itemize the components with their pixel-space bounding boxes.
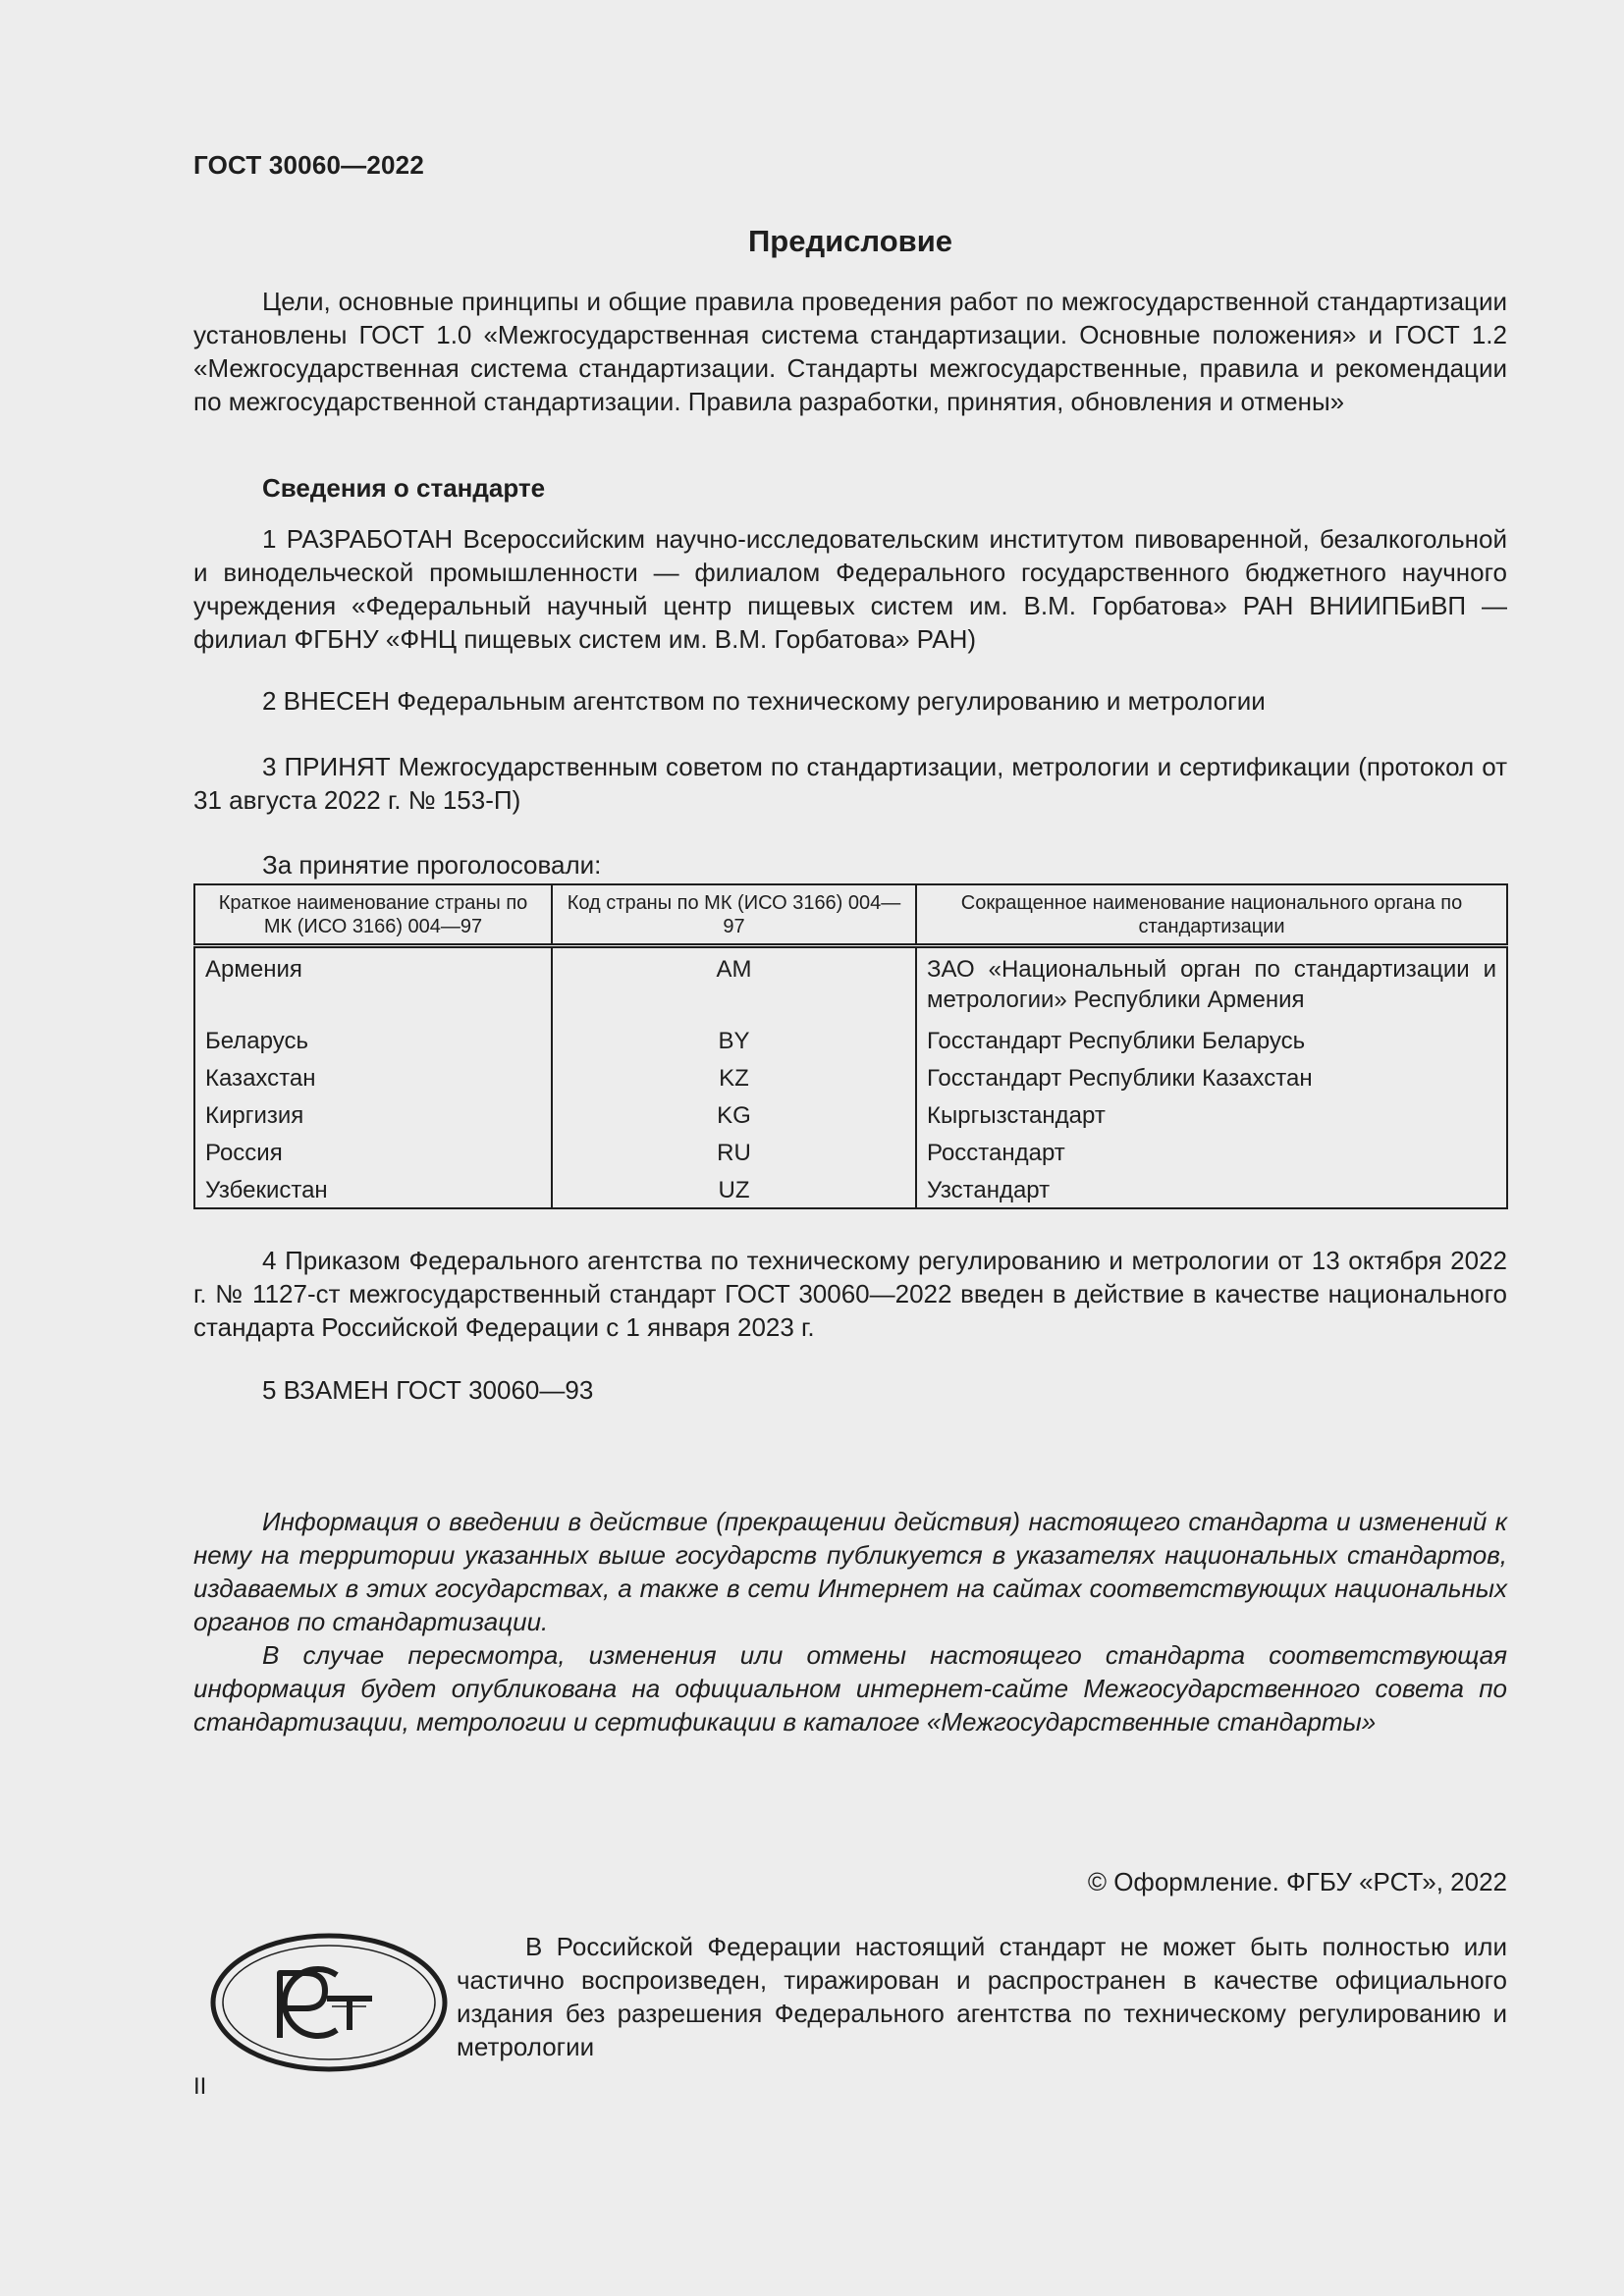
voted-label-block [193, 848, 1507, 881]
country-code: RU [552, 1135, 916, 1172]
national-body: Госстандарт Республики Беларусь [916, 1019, 1507, 1060]
country-code: KG [552, 1097, 916, 1135]
header-country-code: Код страны по МК (ИСО 3166) 004—97 [552, 884, 916, 946]
country-code: AM [552, 946, 916, 1020]
country-code: KZ [552, 1060, 916, 1097]
rst-logo-icon [209, 1930, 450, 2075]
item-introduced-block [193, 684, 1507, 718]
item-developed-block [193, 522, 1507, 656]
italic-note-publication: Информация о введении в действие (прекращении действия) настоящего стандарта и изменений к нему на территории указанных выше государств публикуется в указателях национальных стандартов, издаваемых в этих государствах, а также в сети Интернет на сайтах соответствующих национальных органов по стандартизации. [193, 1507, 1507, 1636]
italic-notes-block [193, 1505, 1507, 1738]
item-adopted: 3 ПРИНЯТ Межгосударственным советом по стандартизации, метрологии и сертификации (протокол от 31 августа 2022 г. № 153-П) [193, 752, 1507, 815]
table-row [194, 1019, 1507, 1060]
header-country-name: Краткое наименование страны по МК (ИСО 3166) 004—97 [194, 884, 552, 946]
national-body: Узстандарт [916, 1172, 1507, 1208]
table-row [194, 1172, 1507, 1208]
table-row [194, 1060, 1507, 1097]
copyright-line: © Оформление. ФГБУ «РСТ», 2022 [1087, 1867, 1507, 1896]
country-name: Киргизия [194, 1097, 552, 1135]
countries-table [193, 883, 1508, 1209]
voted-label: За принятие проголосовали: [262, 850, 602, 880]
country-name: Армения [194, 946, 552, 1020]
country-name: Узбекистан [194, 1172, 552, 1208]
country-code: UZ [552, 1172, 916, 1208]
page-title: Предисловие [747, 224, 952, 258]
document-page [193, 0, 1507, 2296]
item-replaces-block [193, 1373, 1507, 1407]
table-row [194, 1135, 1507, 1172]
table-row [194, 1097, 1507, 1135]
intro-section [193, 285, 1507, 418]
national-body: Кыргызстандарт [916, 1097, 1507, 1135]
table-row [194, 946, 1507, 1020]
item-order: 4 Приказом Федерального агентства по техническому регулированию и метрологии от 13 октября 2022 г. № 1127-ст межгосударственный стандарт ГОСТ 30060—2022 введен в действие в качестве национального стандарта Российской Федерации с 1 января 2023 г. [193, 1246, 1507, 1342]
item-developed: 1 РАЗРАБОТАН Всероссийским научно-исследовательским институтом пивоваренной, безалкогольной и винодельческой промышленности — филиалом Федерального государственного бюджетного научного учреждения «Федеральный научный центр пищевых систем им. В.М. Горбатова» РАН ВНИИПБиВП — филиал ФГБНУ «ФНЦ пищевых систем им. В.М. Горбатова» РАН) [193, 524, 1507, 654]
country-name: Казахстан [194, 1060, 552, 1097]
intro-paragraph: Цели, основные принципы и общие правила проведения работ по межгосударственной стандартизации установлены ГОСТ 1.0 «Межгосударственная система стандартизации. Основные положения» и ГОСТ 1.2 «Межгосударственная система стандартизации. Стандарты межгосударственные, правила и рекомендации по межгосударственной стандартизации. Правила разработки, принятия, обновления и отмены» [193, 287, 1507, 416]
header-national-body: Сокращенное наименование национального органа по стандартизации [916, 884, 1507, 946]
page-number: II [193, 2073, 207, 2100]
item-introduced: 2 ВНЕСЕН Федеральным агентством по техническому регулированию и метрологии [262, 686, 1266, 716]
country-code: BY [552, 1019, 916, 1060]
country-name: Беларусь [194, 1019, 552, 1060]
copyright-notice: В Российской Федерации настоящий стандарт не может быть полностью или частично воспроизведен, тиражирован и распространен в качестве официального издания без разрешения Федерального агентства по техническому регулированию и метрологии [457, 1932, 1507, 2061]
item-replaces: 5 ВЗАМЕН ГОСТ 30060—93 [262, 1375, 594, 1405]
document-number: ГОСТ 30060—2022 [193, 150, 424, 180]
item-order-block [193, 1244, 1507, 1344]
info-heading: Сведения о стандарте [262, 473, 546, 503]
national-body: Госстандарт Республики Казахстан [916, 1060, 1507, 1097]
national-body: ЗАО «Национальный орган по стандартизации и метрологии» Республики Армения [916, 946, 1507, 1020]
table-header-row [194, 884, 1507, 946]
national-body: Росстандарт [916, 1135, 1507, 1172]
country-name: Россия [194, 1135, 552, 1172]
italic-note-revision: В случае пересмотра, изменения или отмены настоящего стандарта соответствующая информация будет опубликована на официальном интернет-сайте Межгосударственного совета по стандартизации, метрологии и сертификации в каталоге «Межгосударственные стандарты» [193, 1640, 1507, 1736]
item-adopted-block [193, 750, 1507, 817]
info-heading-block [193, 473, 1507, 504]
